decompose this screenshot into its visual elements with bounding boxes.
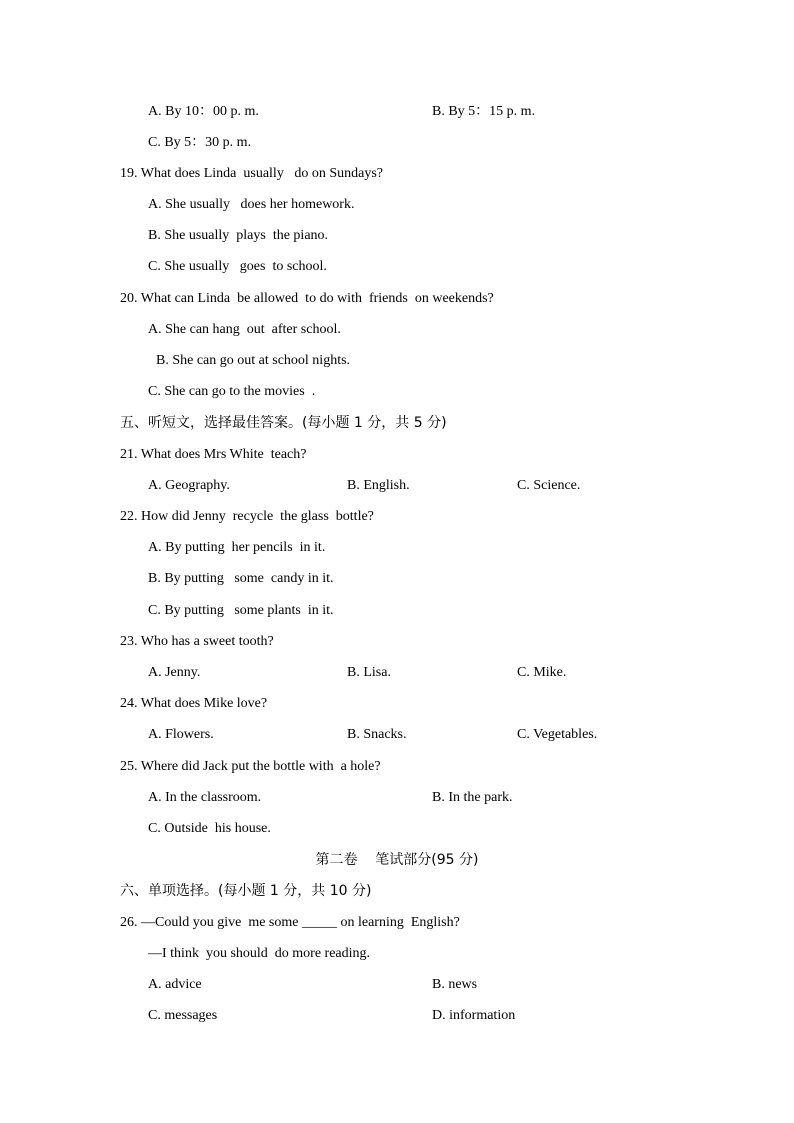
q23-option-c: C. Mike. [517, 665, 567, 680]
q26-option-c: C. messages [148, 1008, 218, 1023]
q26-option-a: A. advice [148, 977, 202, 992]
q18-option-a: A. By 10：00 p. m. [148, 104, 259, 119]
q21-option-b: B. English. [347, 478, 410, 493]
q26-reply: —I think you should do more reading. [148, 946, 371, 961]
q26-stem: 26. —Could you give me some _____ on learning English? [120, 915, 460, 930]
section-6-heading: 六、单项选择。(每小题 1 分，共 10 分) [120, 883, 372, 899]
q18-option-c: C. By 5：30 p. m. [148, 135, 252, 150]
q21-stem: 21. What does Mrs White teach? [120, 447, 307, 462]
q26-option-b: B. news [432, 977, 478, 992]
q21-option-c: C. Science. [517, 478, 581, 493]
q24-option-a: A. Flowers. [148, 727, 214, 742]
q25-option-b: B. In the park. [432, 790, 513, 805]
part-2-title: 第二卷 笔试部分(95 分) [315, 852, 479, 868]
q20-option-c: C. She can go to the movies . [148, 384, 316, 399]
q19-stem: 19. What does Linda usually do on Sundays? [120, 166, 383, 181]
q26-option-d: D. information [432, 1008, 516, 1023]
q22-option-c: C. By putting some plants in it. [148, 603, 334, 618]
q22-option-a: A. By putting her pencils in it. [148, 540, 326, 555]
q25-stem: 25. Where did Jack put the bottle with a hole? [120, 759, 381, 774]
q23-stem: 23. Who has a sweet tooth? [120, 634, 274, 649]
q20-stem: 20. What can Linda be allowed to do with friends on weekends? [120, 291, 494, 306]
q25-option-c: C. Outside his house. [148, 821, 271, 836]
q19-option-c: C. She usually goes to school. [148, 259, 327, 274]
q23-option-a: A. Jenny. [148, 665, 201, 680]
q24-option-c: C. Vegetables. [517, 727, 598, 742]
q19-option-b: B. She usually plays the piano. [148, 228, 329, 243]
q22-option-b: B. By putting some candy in it. [148, 571, 334, 586]
q18-option-b: B. By 5：15 p. m. [432, 104, 536, 119]
q20-option-b: B. She can go out at school nights. [156, 353, 351, 368]
q24-option-b: B. Snacks. [347, 727, 407, 742]
q21-option-a: A. Geography. [148, 478, 230, 493]
q23-option-b: B. Lisa. [347, 665, 391, 680]
q22-stem: 22. How did Jenny recycle the glass bottle? [120, 509, 374, 524]
q19-option-a: A. She usually does her homework. [148, 197, 355, 212]
q25-option-a: A. In the classroom. [148, 790, 262, 805]
q24-stem: 24. What does Mike love? [120, 696, 268, 711]
q20-option-a: A. She can hang out after school. [148, 322, 341, 337]
section-5-heading: 五、听短文，选择最佳答案。(每小题 1 分，共 5 分) [120, 415, 447, 431]
